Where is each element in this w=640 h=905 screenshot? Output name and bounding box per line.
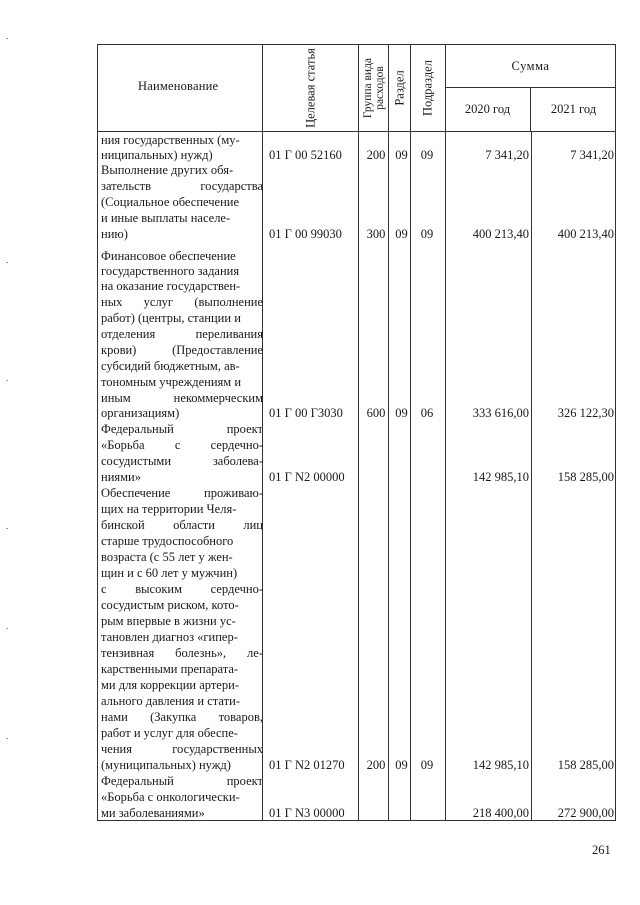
header-section-cell bbox=[389, 45, 411, 131]
sum-2021: 326 122,30 bbox=[557, 406, 614, 420]
name-line: крови) (Предоставление bbox=[101, 343, 263, 357]
name-line: ми для коррекции артери- bbox=[101, 678, 239, 692]
subsection-code: 09 bbox=[420, 148, 434, 162]
scan-mark bbox=[6, 38, 8, 39]
subsection-code: 06 bbox=[420, 406, 434, 420]
target-code: 01 Г 00 99030 bbox=[269, 227, 342, 241]
name-line: ального давления и стати- bbox=[101, 694, 240, 708]
col-line bbox=[358, 132, 359, 821]
name-line: карственными препарата- bbox=[101, 662, 239, 676]
name-line: нию) bbox=[101, 227, 128, 241]
name-line: щих на территории Челя- bbox=[101, 502, 237, 516]
name-line: ми заболеваниями» bbox=[101, 806, 205, 820]
name-line: отделения переливания bbox=[101, 327, 263, 341]
name-line: Финансовое обеспечение bbox=[101, 249, 236, 263]
sum-2020: 218 400,00 bbox=[472, 806, 529, 820]
name-line: «Борьба с онкологически- bbox=[101, 790, 240, 804]
name-line: тономным учреждениям и bbox=[101, 375, 242, 389]
col-line bbox=[97, 132, 98, 821]
name-line: работ и услуг для обеспе- bbox=[101, 726, 238, 740]
name-line: тензивная болезнь», ле- bbox=[101, 646, 263, 660]
name-line: (муниципальных) нужд) bbox=[101, 758, 231, 772]
expense-group: 200 bbox=[366, 148, 386, 162]
name-line: работ) (центры, станции и bbox=[101, 311, 241, 325]
header-year-2020: 2020 год bbox=[445, 88, 531, 132]
header-target-cell bbox=[263, 45, 359, 131]
sum-2021: 158 285,00 bbox=[557, 470, 614, 484]
col-line bbox=[615, 132, 616, 821]
name-line: ниями» bbox=[101, 470, 141, 484]
name-line: сосудистым риском, кото- bbox=[101, 598, 239, 612]
name-line: «Борьба с сердечно- bbox=[101, 438, 263, 452]
name-line: бинской области лиц bbox=[101, 518, 263, 532]
section-code: 09 bbox=[395, 148, 408, 162]
name-line: иным некоммерческим bbox=[101, 391, 263, 405]
target-code: 01 Г N3 00000 bbox=[269, 806, 345, 820]
sum-2020: 142 985,10 bbox=[472, 758, 529, 772]
scan-mark bbox=[6, 628, 8, 629]
header-group-cell bbox=[359, 45, 389, 131]
sum-2020: 142 985,10 bbox=[472, 470, 529, 484]
name-line: сосудистыми заболева- bbox=[101, 454, 263, 468]
sum-2021: 158 285,00 bbox=[557, 758, 614, 772]
name-line: щин и с 60 лет у мужчин) bbox=[101, 566, 238, 580]
subsection-code: 09 bbox=[420, 227, 434, 241]
name-line: ных услуг (выполнение bbox=[101, 295, 263, 309]
target-code: 01 Г N2 00000 bbox=[269, 470, 345, 484]
name-line: субсидий бюджетным, ав- bbox=[101, 359, 240, 373]
scan-mark bbox=[6, 738, 8, 739]
sum-2020: 333 616,00 bbox=[472, 406, 529, 420]
name-line: на оказание государствен- bbox=[101, 279, 241, 293]
sum-2020: 400 213,40 bbox=[472, 227, 529, 241]
name-line: тановлен диагноз «гипер- bbox=[101, 630, 238, 644]
sum-2021: 7 341,20 bbox=[570, 148, 614, 162]
header-subsection-cell bbox=[411, 45, 446, 131]
name-line: Федеральный проект bbox=[101, 422, 263, 436]
header-section: Раздел bbox=[392, 70, 406, 106]
header-name: Наименование bbox=[138, 79, 219, 93]
header-expense-group: Группа вида расходов bbox=[361, 57, 386, 119]
header-target: Целевая статья bbox=[303, 48, 317, 128]
section-code: 09 bbox=[395, 406, 408, 420]
name-line: государственного задания bbox=[101, 264, 240, 278]
name-line: Обеспечение проживаю- bbox=[101, 486, 263, 500]
header-subsection: Подраздел bbox=[420, 60, 435, 116]
target-code: 01 Г 00 52160 bbox=[269, 148, 342, 162]
expense-group: 300 bbox=[366, 227, 386, 241]
scan-mark bbox=[6, 380, 8, 381]
header-year-2021: 2021 год bbox=[550, 102, 597, 116]
header-sum: Сумма bbox=[445, 44, 616, 88]
name-line: с высоким сердечно- bbox=[101, 582, 263, 596]
section-code: 09 bbox=[395, 758, 408, 772]
expense-group: 200 bbox=[366, 758, 386, 772]
sum-2020: 7 341,20 bbox=[485, 148, 529, 162]
name-line: ниципальных) нужд) bbox=[101, 148, 213, 162]
header-right-border bbox=[615, 44, 616, 132]
target-code: 01 Г 00 Г3030 bbox=[269, 406, 343, 420]
header-bottom-border bbox=[97, 131, 616, 132]
page-number: 261 bbox=[592, 843, 611, 857]
name-line: Федеральный проект bbox=[101, 774, 263, 788]
header-name-cell bbox=[98, 45, 263, 131]
scan-mark bbox=[6, 528, 8, 529]
scan-mark bbox=[6, 262, 8, 263]
name-line: нами (Закупка товаров, bbox=[101, 710, 263, 724]
name-line: рым впервые в жизни ус- bbox=[101, 614, 236, 628]
name-line: Выполнение других обя- bbox=[101, 163, 234, 177]
name-line: и иные выплаты населе- bbox=[101, 211, 231, 225]
name-line: возраста (с 55 лет у жен- bbox=[101, 550, 233, 564]
name-line: старше трудоспособного bbox=[101, 534, 234, 548]
target-code: 01 Г N2 01270 bbox=[269, 758, 345, 772]
section-code: 09 bbox=[395, 227, 408, 241]
name-line: организациям) bbox=[101, 406, 180, 420]
subsection-code: 09 bbox=[420, 758, 434, 772]
expense-group: 600 bbox=[366, 406, 386, 420]
sum-2021: 400 213,40 bbox=[557, 227, 614, 241]
name-line: (Социальное обеспечение bbox=[101, 195, 240, 209]
name-line: зательств государства bbox=[101, 179, 263, 193]
name-line: чения государственных bbox=[101, 742, 263, 756]
name-line: ния государственных (му- bbox=[101, 133, 240, 147]
sum-2021: 272 900,00 bbox=[557, 806, 614, 820]
